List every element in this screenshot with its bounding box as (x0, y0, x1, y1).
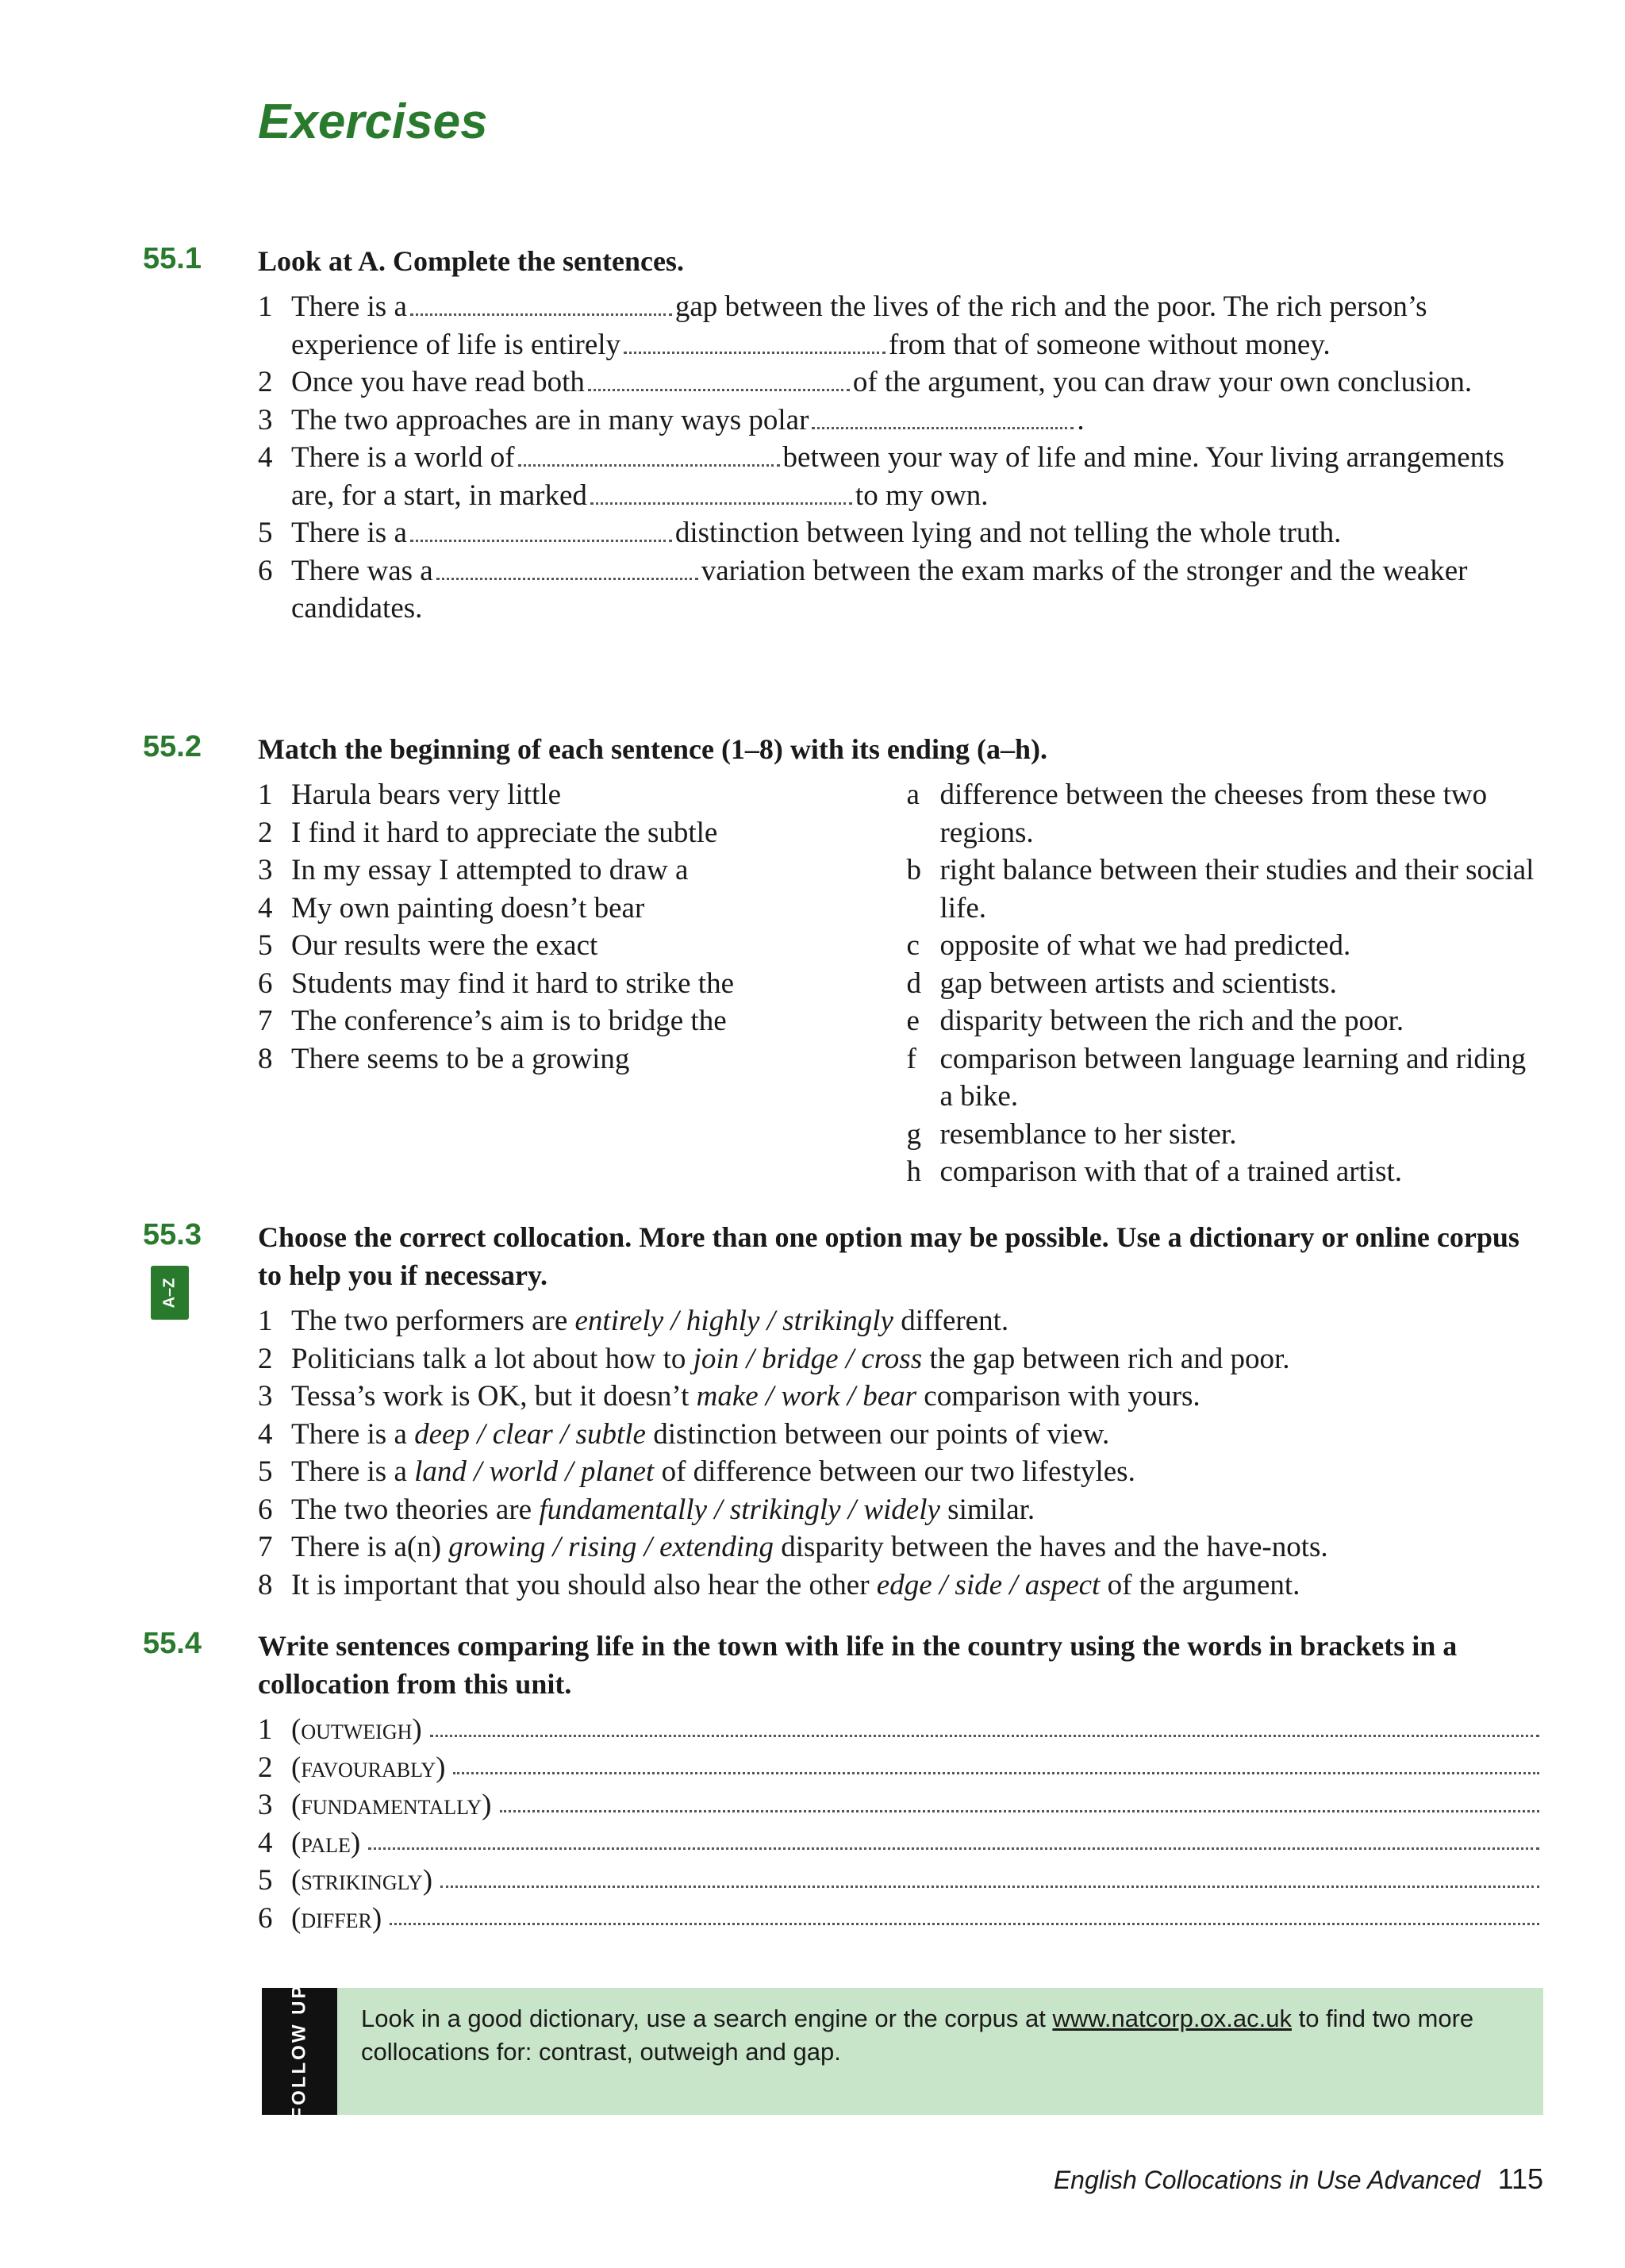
exercise-number: 55.2 (143, 730, 202, 763)
list-item: 8 There seems to be a growing (258, 1042, 630, 1075)
list-item: 5 Our results were the exact (258, 929, 598, 962)
answer-line[interactable] (368, 1824, 1539, 1851)
exercise-number: 55.4 (143, 1627, 202, 1660)
list-item: d gap between artists and scientists. (906, 967, 1337, 1000)
list-item: 4 There is a world of between your way of life and mine. Your living arrangements are, for a start, in marked to my own. (258, 439, 1539, 514)
list-item: 2 (favourably) (258, 1749, 1539, 1787)
answer-line[interactable] (430, 1711, 1539, 1737)
list-item: 2 I find it hard to appreciate the subtle (258, 816, 718, 849)
collocation-options[interactable]: edge / side / aspect (876, 1568, 1101, 1601)
collocation-options[interactable]: make / work / bear (696, 1380, 917, 1413)
list-item: 3 Tessa’s work is OK, but it doesn’t make / work / bear comparison with yours. (258, 1380, 1201, 1413)
collocation-options[interactable]: join / bridge / cross (693, 1342, 923, 1375)
list-item: h comparison with that of a trained artist. (906, 1155, 1403, 1188)
list-item: 3 (fundamentally) (258, 1786, 1539, 1824)
list-item: 2 Once you have read both of the argument, you can draw your own conclusion. (258, 363, 1539, 402)
list-item: 1 The two performers are entirely / highly / strikingly different. (258, 1305, 1009, 1337)
exercise-55-2 (143, 730, 1539, 1191)
answer-blank[interactable] (410, 289, 672, 316)
list-item: 7 There is a(n) growing / rising / extending disparity between the haves and the have-nots. (258, 1531, 1328, 1563)
list-item: 4 There is a deep / clear / subtle distinction between our points of view. (258, 1417, 1110, 1451)
list-item: 8 It is important that you should also hear the other edge / side / aspect of the argument. (258, 1568, 1300, 1601)
corpus-link[interactable]: www.natcorp.ox.ac.uk (1052, 2005, 1292, 2032)
list-item: 3 The two approaches are in many ways polar . (258, 402, 1539, 440)
follow-up-tab: FOLLOW UP (262, 1988, 337, 2115)
collocation-options[interactable]: deep / clear / subtle (414, 1417, 646, 1451)
answer-blank[interactable] (588, 364, 850, 391)
page-number: 115 (1497, 2162, 1543, 2195)
list-item: 2 Politicians talk a lot about how to join / bridge / cross the gap between rich and poor. (258, 1342, 1290, 1375)
answer-blank[interactable] (590, 477, 852, 504)
exercise-instruction: Choose the correct collocation. More than one option may be possible. Use a dictionary or online corpus to help you if necessary. (258, 1221, 1519, 1291)
answer-blank[interactable] (436, 552, 698, 579)
exercise-instruction: Match the beginning of each sentence (1–8) with its ending (a–h). (258, 733, 1047, 765)
list-item: a difference between the cheeses from these two regions. (906, 778, 1488, 849)
list-item: 7 The conference’s aim is to bridge the (258, 1005, 727, 1037)
list-item: 4 (pale) (258, 1824, 1539, 1862)
list-item: e disparity between the rich and the poor. (906, 1005, 1404, 1037)
page-footer (1054, 2162, 1543, 2196)
collocation-options[interactable]: fundamentally / strikingly / widely (539, 1493, 940, 1526)
exercise-instruction: Write sentences comparing life in the town with life in the country using the words in brackets in a collocation from this unit. (258, 1630, 1458, 1700)
answer-line[interactable] (453, 1749, 1539, 1775)
answer-blank[interactable] (518, 440, 780, 467)
list-item: 1 (outweigh) (258, 1711, 1539, 1749)
answer-line[interactable] (440, 1862, 1539, 1888)
answer-line[interactable] (390, 1900, 1539, 1926)
list-item: b right balance between their studies and their social life. (906, 854, 1535, 924)
list-item: 6 Students may find it hard to strike the (258, 967, 734, 1000)
list-item: g resemblance to her sister. (906, 1117, 1237, 1151)
list-item: 4 My own painting doesn’t bear (258, 891, 645, 924)
list-item: c opposite of what we had predicted. (906, 929, 1351, 962)
follow-up-text: Look in a good dictionary, use a search engine or the corpus at www.natcorp.ox.ac.uk to find two more collocations for: contrast, outweigh and gap. (361, 2005, 1474, 2066)
list-item: 5 (strikingly) (258, 1862, 1539, 1900)
answer-blank[interactable] (410, 515, 672, 542)
dictionary-icon: A–Z (151, 1266, 189, 1320)
exercise-55-3 (143, 1218, 1539, 1604)
follow-up-box (262, 1983, 1543, 2120)
list-item: 1 Harula bears very little (258, 778, 562, 811)
collocation-options[interactable]: land / world / planet (414, 1455, 655, 1488)
list-item: 6 There was a variation between the exam marks of the stronger and the weaker candidates. (258, 552, 1539, 628)
list-item: 3 In my essay I attempted to draw a (258, 854, 689, 886)
answer-line[interactable] (500, 1786, 1540, 1812)
list-item: 5 There is a distinction between lying and not telling the whole truth. (258, 514, 1539, 552)
list-item: f comparison between language learning and riding a bike. (906, 1042, 1527, 1113)
exercise-55-1 (143, 242, 1539, 628)
list-item: 5 There is a land / world / planet of difference between our two lifestyles. (258, 1455, 1135, 1488)
collocation-options[interactable]: growing / rising / extending (448, 1531, 774, 1563)
exercise-instruction: Look at A. Complete the sentences. (258, 245, 684, 277)
exercise-number: 55.1 (143, 242, 202, 275)
list-item: 6 (differ) (258, 1900, 1539, 1938)
exercise-number: 55.3 (143, 1218, 202, 1251)
list-item: 1 There is a gap between the lives of the rich and the poor. The rich person’s experience of life is entirely from that of someone without money. (258, 288, 1539, 363)
answer-blank[interactable] (812, 402, 1074, 429)
collocation-options[interactable]: entirely / highly / strikingly (574, 1305, 893, 1337)
answer-blank[interactable] (624, 326, 885, 353)
list-item: 6 The two theories are fundamentally / strikingly / widely similar. (258, 1493, 1035, 1526)
book-title: English Collocations in Use Advanced (1053, 2166, 1481, 2194)
exercise-55-4 (143, 1627, 1539, 1937)
page-title: Exercises (258, 94, 488, 149)
